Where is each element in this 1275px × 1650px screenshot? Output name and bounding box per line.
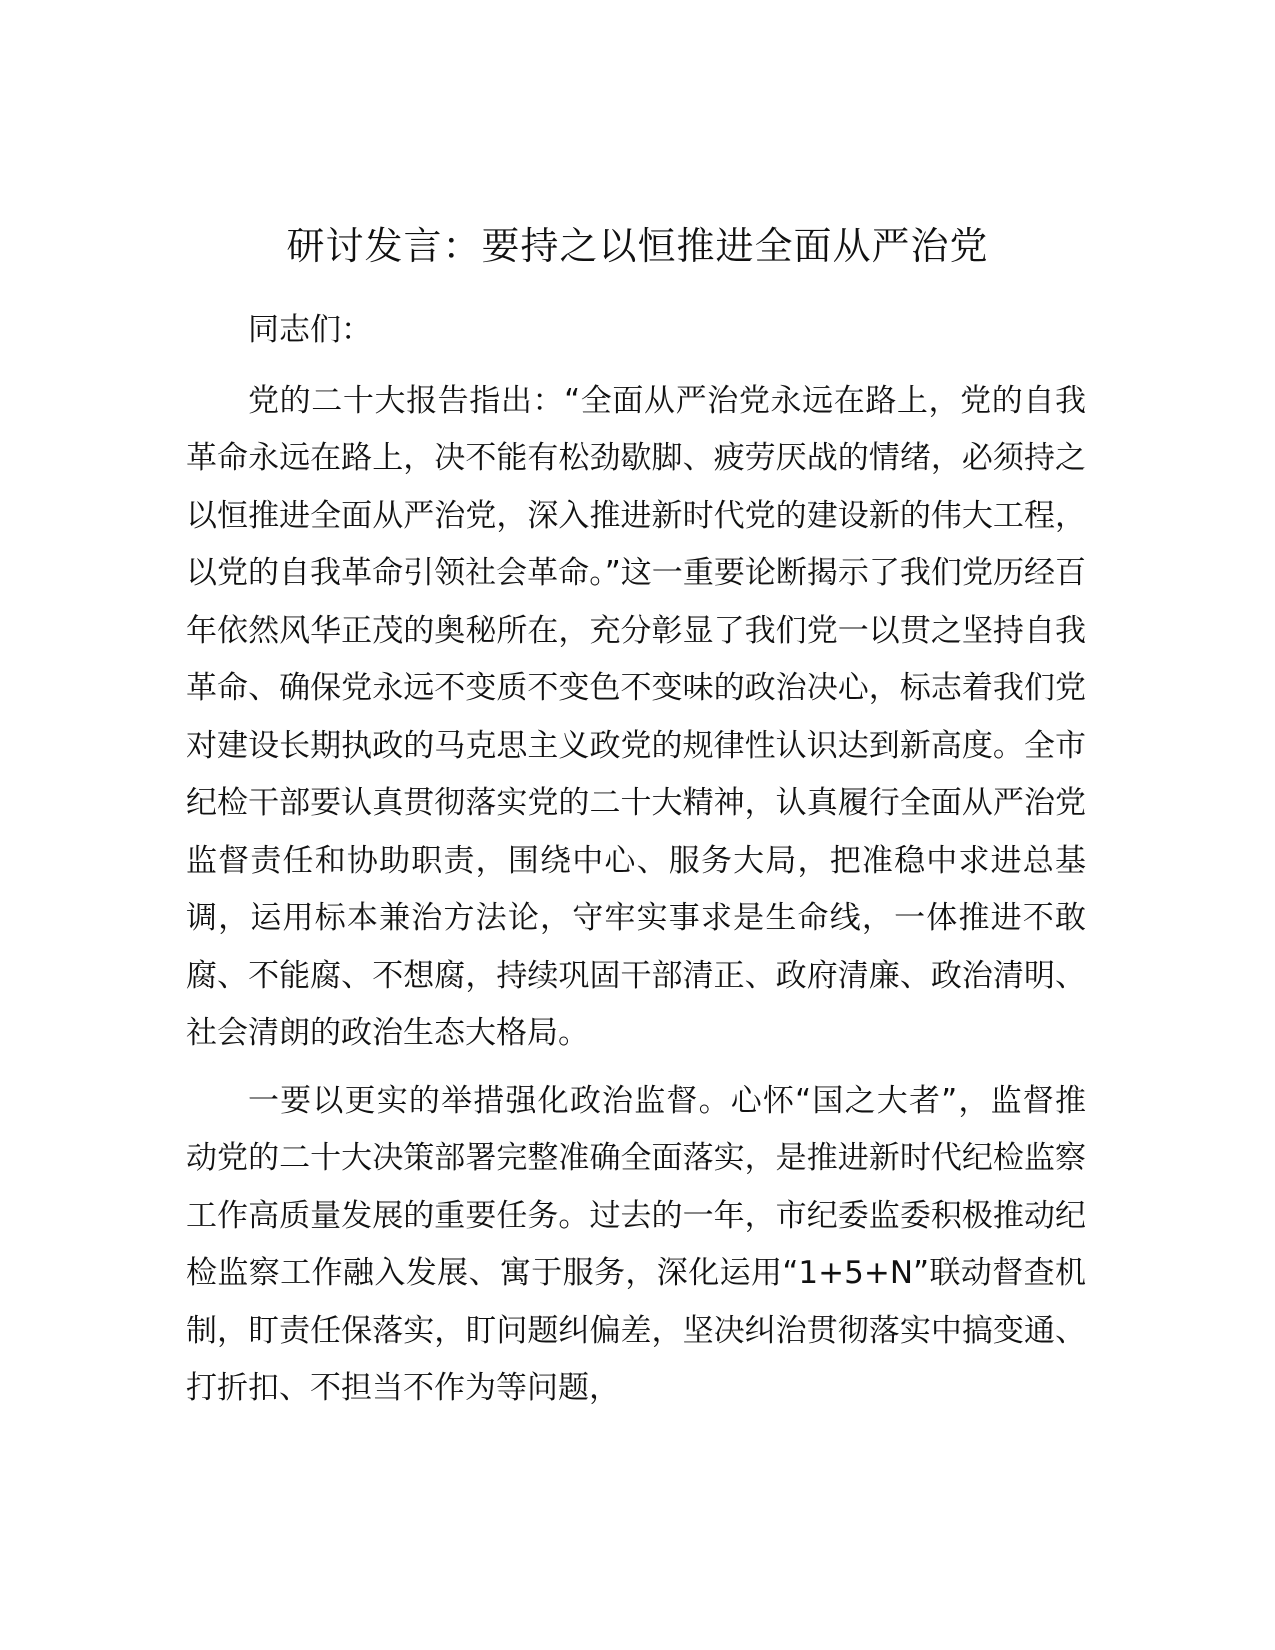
paragraph-political-supervision: 一要以更实的举措强化政治监督。心怀“国之大者”，监督推动党的二十大决策部署完整准确全面落实，是推进新时代纪检监察工作高质量发展的重要任务。过去的一年，市纪委监委积极推动纪检监察工作融入发展、寓于服务，深化运用“1+5+N”联动督查机制，盯责任保落实，盯问题纠偏差，坚决纠治贯彻落实中搞变通、打折扣、不担当不作为等问题， [186,1082,1086,1406]
paragraph-intro: 党的二十大报告指出：“全面从严治党永远在路上，党的自我革命永远在路上，决不能有松劲歇脚、疲劳厌战的情绪，必须持之以恒推进全面从严治党，深入推进新时代党的建设新的伟大工程，以党的自我革命引领社会革命。”这一重要论断揭示了我们党历经百年依然风华正茂的奥秘所在，充分彰显了我们党一以贯之坚持自我革命、确保党永远不变质不变色不变味的政治决心，标志着我们党对建设长期执政的马克思主义政党的规律性认识达到新高度。全市纪检干部要认真贯彻落实党的二十大精神，认真履行全面从严治党监督责任和协助职责，围绕中心、服务大局，把准稳中求进总基调，运用标本兼治方法论，守牢实事求是生命线，一体推进不敢腐、不能腐、不想腐，持续巩固干部清正、政府清廉、政治清明、社会清朗的政治生态大格局。 [186,382,1086,1051]
document-title: 研讨发言：要持之以恒推进全面从严治党 [286,224,989,268]
salutation: 同志们： [248,312,372,348]
document-body [186,302,1086,1418]
